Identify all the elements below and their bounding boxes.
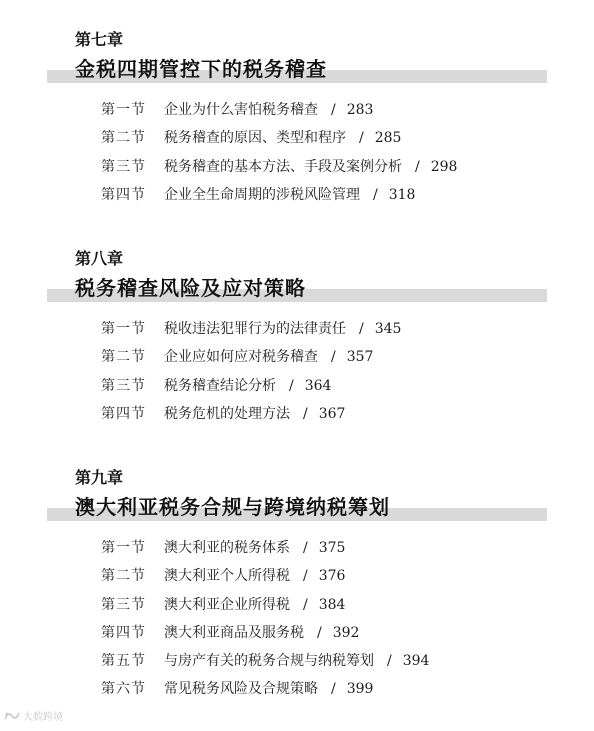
watermark [3,708,63,723]
separator: / [289,377,294,394]
section-title: 常见税务风险及合规策略 [164,681,318,698]
chapter-label: 第七章 [75,30,124,49]
section-number: 第一节 [101,540,146,556]
section-title: 企业全生命周期的涉税风险管理 [164,186,360,203]
section-number: 第三节 [101,158,146,175]
toc-entry[interactable] [101,128,457,156]
section-number: 第四节 [101,186,146,203]
section-number: 第一节 [101,321,146,337]
section-number: 第三节 [101,596,146,613]
separator: / [331,102,336,118]
section-title: 税务稽查的原因、类型和程序 [164,130,346,147]
watermark-logo-icon [3,710,21,722]
toc-entry[interactable] [101,376,401,404]
chapter-label: 第八章 [75,249,124,268]
section-number: 第三节 [101,377,146,394]
page-number: 298 [430,158,458,175]
toc-entry[interactable] [101,185,457,213]
separator: / [415,158,420,175]
toc-entry[interactable] [101,595,429,623]
separator: / [331,349,336,366]
section-title: 澳大利亚企业所得税 [164,596,290,613]
separator: / [359,321,364,337]
section-number: 第二节 [101,568,146,585]
toc-entry[interactable] [101,651,429,679]
watermark-text: 大数跨境 [23,712,63,723]
section-number: 第六节 [101,681,146,698]
separator: / [387,653,392,670]
section-title: 税务稽查结论分析 [164,377,276,394]
toc-entry[interactable] [101,404,401,432]
toc-entry[interactable] [101,623,429,651]
page-number: 367 [318,405,346,422]
section-number: 第五节 [101,653,146,670]
section-title: 与房产有关的税务合规与纳税筹划 [164,653,374,670]
separator: / [373,186,378,203]
section-number: 第四节 [101,624,146,641]
chapter-label: 第九章 [75,468,124,487]
toc-entry[interactable] [101,319,401,347]
section-title: 企业为什么害怕税务稽查 [164,102,318,118]
page-number: 285 [374,130,402,147]
separator: / [317,624,322,641]
chapter-title: 金税四期管控下的税务稽查 [75,57,327,81]
section-title: 税务危机的处理方法 [164,405,290,422]
separator: / [303,540,308,556]
section-list [101,100,457,213]
section-title: 澳大利亚的税务体系 [164,540,290,556]
section-number: 第二节 [101,349,146,366]
section-title: 澳大利亚个人所得税 [164,568,290,585]
page-number: 357 [346,349,374,366]
page-number: 345 [374,321,402,337]
section-number: 第四节 [101,405,146,422]
toc-entry[interactable] [101,100,457,128]
section-number: 第一节 [101,102,146,118]
toc-entry[interactable] [101,566,429,594]
toc-entry[interactable] [101,538,429,566]
section-title: 澳大利亚商品及服务税 [164,624,304,641]
separator: / [303,568,308,585]
page-number: 283 [346,102,374,118]
page-number: 318 [388,186,416,203]
section-number: 第二节 [101,130,146,147]
toc-entry[interactable] [101,347,401,375]
page-number: 392 [332,624,360,641]
separator: / [303,596,308,613]
page-number: 394 [402,653,430,670]
chapter-title: 澳大利亚税务合规与跨境纳税筹划 [75,495,390,519]
page-number: 399 [346,681,374,698]
separator: / [359,130,364,147]
page-number: 375 [318,540,346,556]
section-title: 企业应如何应对税务稽查 [164,349,318,366]
section-title: 税收违法犯罪行为的法律责任 [164,321,346,337]
section-list [101,538,429,708]
separator: / [331,681,336,698]
chapter-title: 税务稽查风险及应对策略 [75,276,306,300]
toc-entry[interactable] [101,157,457,185]
toc-entry[interactable] [101,679,429,707]
section-list [101,319,401,432]
separator: / [303,405,308,422]
page-number: 376 [318,568,346,585]
section-title: 税务稽查的基本方法、手段及案例分析 [164,158,402,175]
page-number: 384 [318,596,346,613]
page-number: 364 [304,377,332,394]
